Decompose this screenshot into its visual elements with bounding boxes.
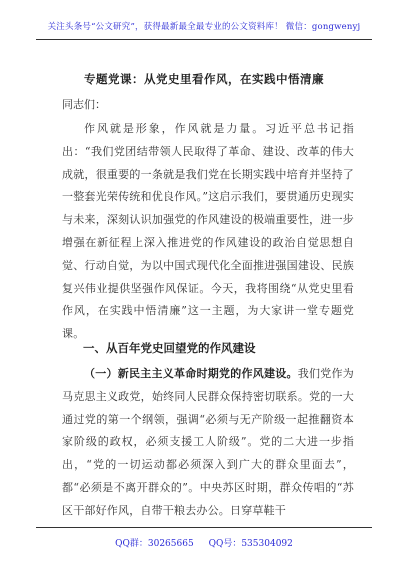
document-title: 专题党课：从党史里看作风，在实践中悟清廉 [84, 72, 324, 86]
qq-group: QQ群：30265665 [115, 539, 194, 549]
page-footer [0, 536, 408, 549]
subsection-paragraph [62, 363, 354, 523]
page-header: 关注头条号“公文研究”，获得最新最全最专业的公文资料库！ 微信：gongwenyj [47, 22, 361, 32]
salutation: 同志们： [62, 98, 106, 111]
subsection-label: （一）新民主主义革命时期党的作风建设。 [84, 367, 298, 380]
qq-number: QQ号：535304092 [208, 539, 293, 549]
subsection-text: 我们党作为马克思主义政党，始终同人民群众保持密切联系。党的一大通过党的第一个纲领，强调“必须与无产阶级一起推翻资本家阶级的政权，必须支援工人阶级”。党的二大进一步指出，“党的一切运动都必须深入到广大的群众里面去”，都“必须是不离开群众的”。中央苏区时期，群众传唱的“苏区干部好作风，自带干粮去办公。日穿草鞋干 [62, 367, 354, 517]
intro-paragraph: 作风就是形象，作风就是力量。习近平总书记指出：“我们党团结带领人民取得了革命、建设、改革的伟大成就，很重要的一条就是我们党在长期实践中培育并坚持了一整套光荣传统和优良作风。”这启示我们，要贯通历史现实与未来，深刻认识加强党的作风建设的极端重要性，进一步增强在新征程上深入推进党的作风建设的政治自觉思想自觉、行动自觉，为以中国式现代化全面推进强国建设、民族复兴伟业提供坚强作风保证。今天，我将围绕“从党史里看作风，在实践中悟清廉”这一主题，为大家讲一堂专题党课。 [62, 122, 354, 341]
section-heading: 一、从百年党史回望党的作风建设 [83, 341, 256, 355]
footer-divider [36, 527, 372, 528]
header-divider [36, 39, 372, 40]
